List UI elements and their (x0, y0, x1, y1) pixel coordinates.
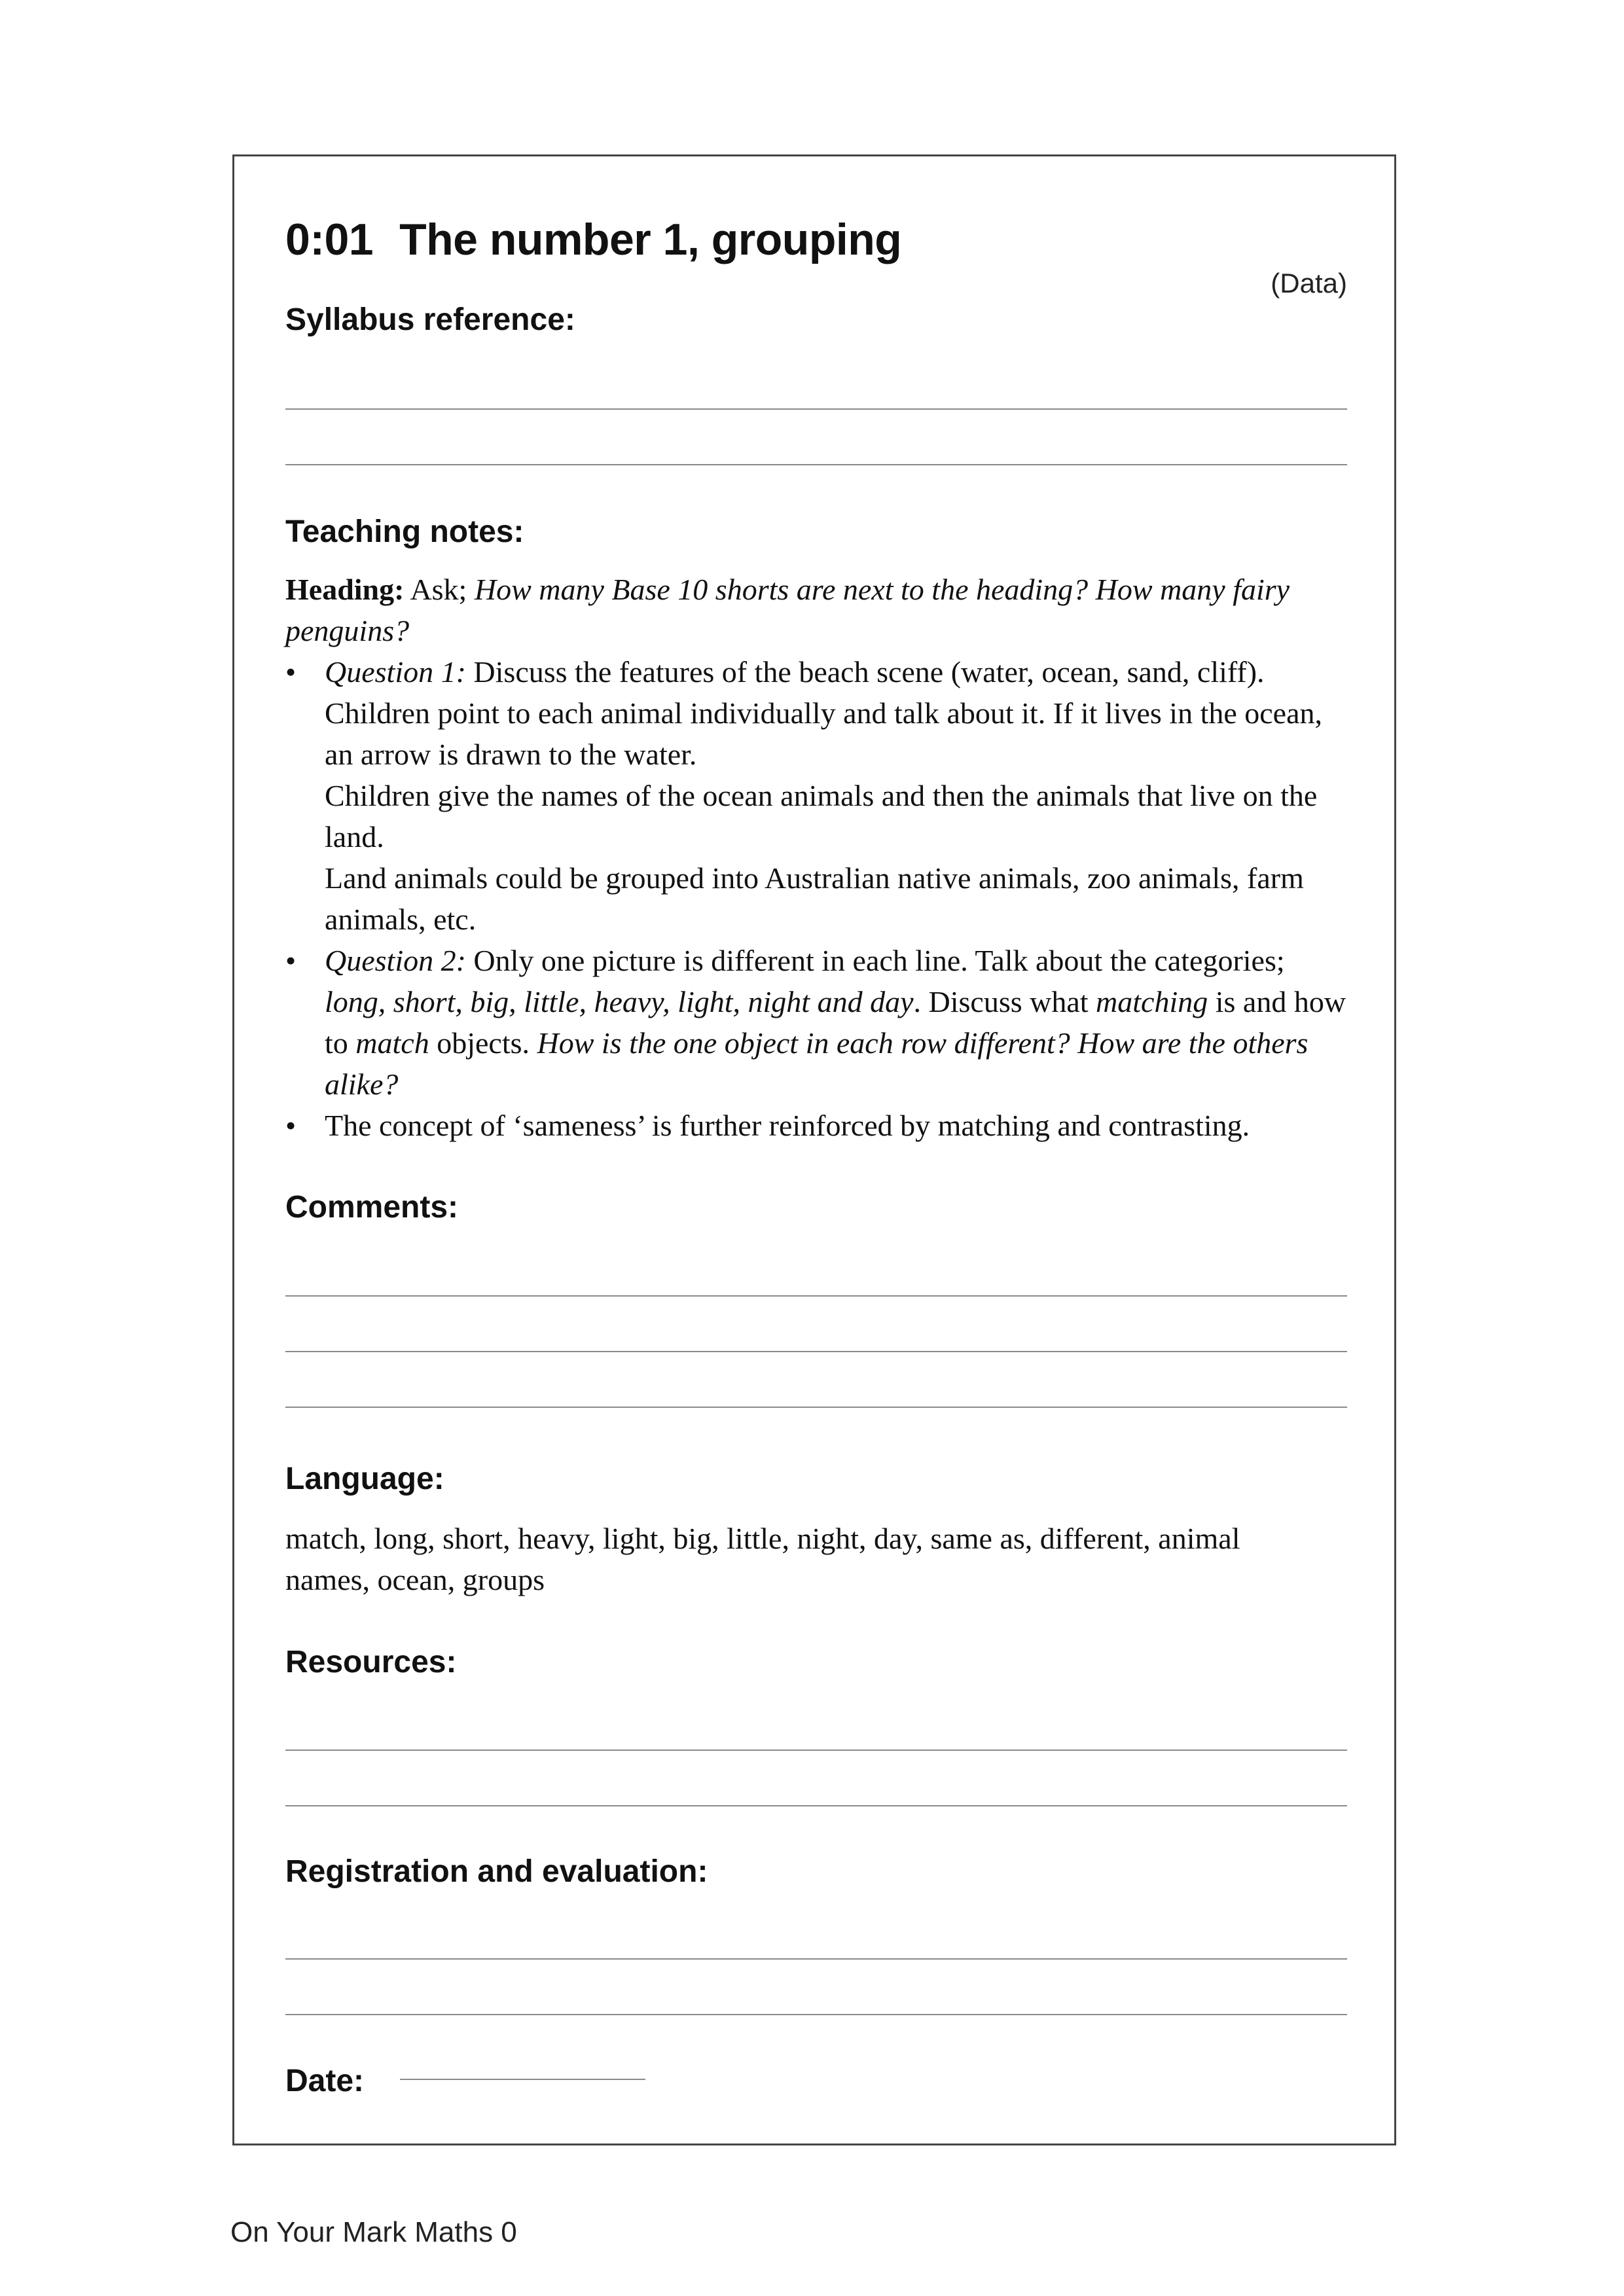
date-line (400, 2079, 645, 2080)
date-row (285, 2063, 364, 2099)
syllabus-reference-label: Syllabus reference: (285, 302, 575, 337)
teaching-notes-body (285, 569, 1347, 1146)
list-item-question-2: • Question 2: Only one picture is different in each line. Talk about the categories; long, short, big, little, heavy, light, night and day. Discuss what matching is and how to match objects. How is the one object in each row different? How are the others alike? (285, 940, 1347, 1105)
language-text: match, long, short, heavy, light, big, little, night, day, same as, different, animal names, ocean, groups (285, 1522, 1240, 1596)
lesson-title-text: The number 1, grouping (399, 215, 902, 264)
resources-label: Resources: (285, 1645, 457, 1679)
language-label: Language: (285, 1462, 444, 1496)
date-label: Date: (285, 2064, 365, 2098)
strand-label: (Data) (1271, 268, 1347, 298)
registration-rule-1 (285, 1958, 1347, 1960)
comments-rule-3 (285, 1407, 1347, 1408)
resources-rule-1 (285, 1749, 1347, 1751)
teaching-notes-label: Teaching notes: (285, 514, 524, 549)
teaching-notes-list (285, 651, 1347, 1146)
lesson-code: 0:01 (285, 215, 374, 264)
resources-rule-2 (285, 1805, 1347, 1806)
page-footer: On Your Mark Maths 0 (230, 2216, 517, 2248)
lesson-title (285, 214, 901, 265)
list-item-question-1: • Question 1: Discuss the features of the beach scene (water, ocean, sand, cliff). Children point to each animal individually and talk about it. If it lives in the ocean, an arrow is drawn to the water. Children give the names of the ocean animals and then the animals that live on the land. Land animals could be grouped into Australian native animals, zoo animals, farm animals, etc. (285, 651, 1347, 940)
comments-label: Comments: (285, 1190, 459, 1225)
comments-rule-1 (285, 1295, 1347, 1297)
syllabus-rule-1 (285, 408, 1347, 410)
heading-note: Heading: Ask; How many Base 10 shorts are next to the heading? How many fairy penguins? (285, 573, 1290, 647)
syllabus-rule-2 (285, 464, 1347, 465)
comments-rule-2 (285, 1351, 1347, 1352)
registration-rule-2 (285, 2014, 1347, 2015)
registration-evaluation-label: Registration and evaluation: (285, 1854, 708, 1889)
list-item-sameness: • The concept of ‘sameness’ is further reinforced by matching and contrasting. (285, 1105, 1347, 1146)
teacher-notes-frame (232, 154, 1396, 2145)
